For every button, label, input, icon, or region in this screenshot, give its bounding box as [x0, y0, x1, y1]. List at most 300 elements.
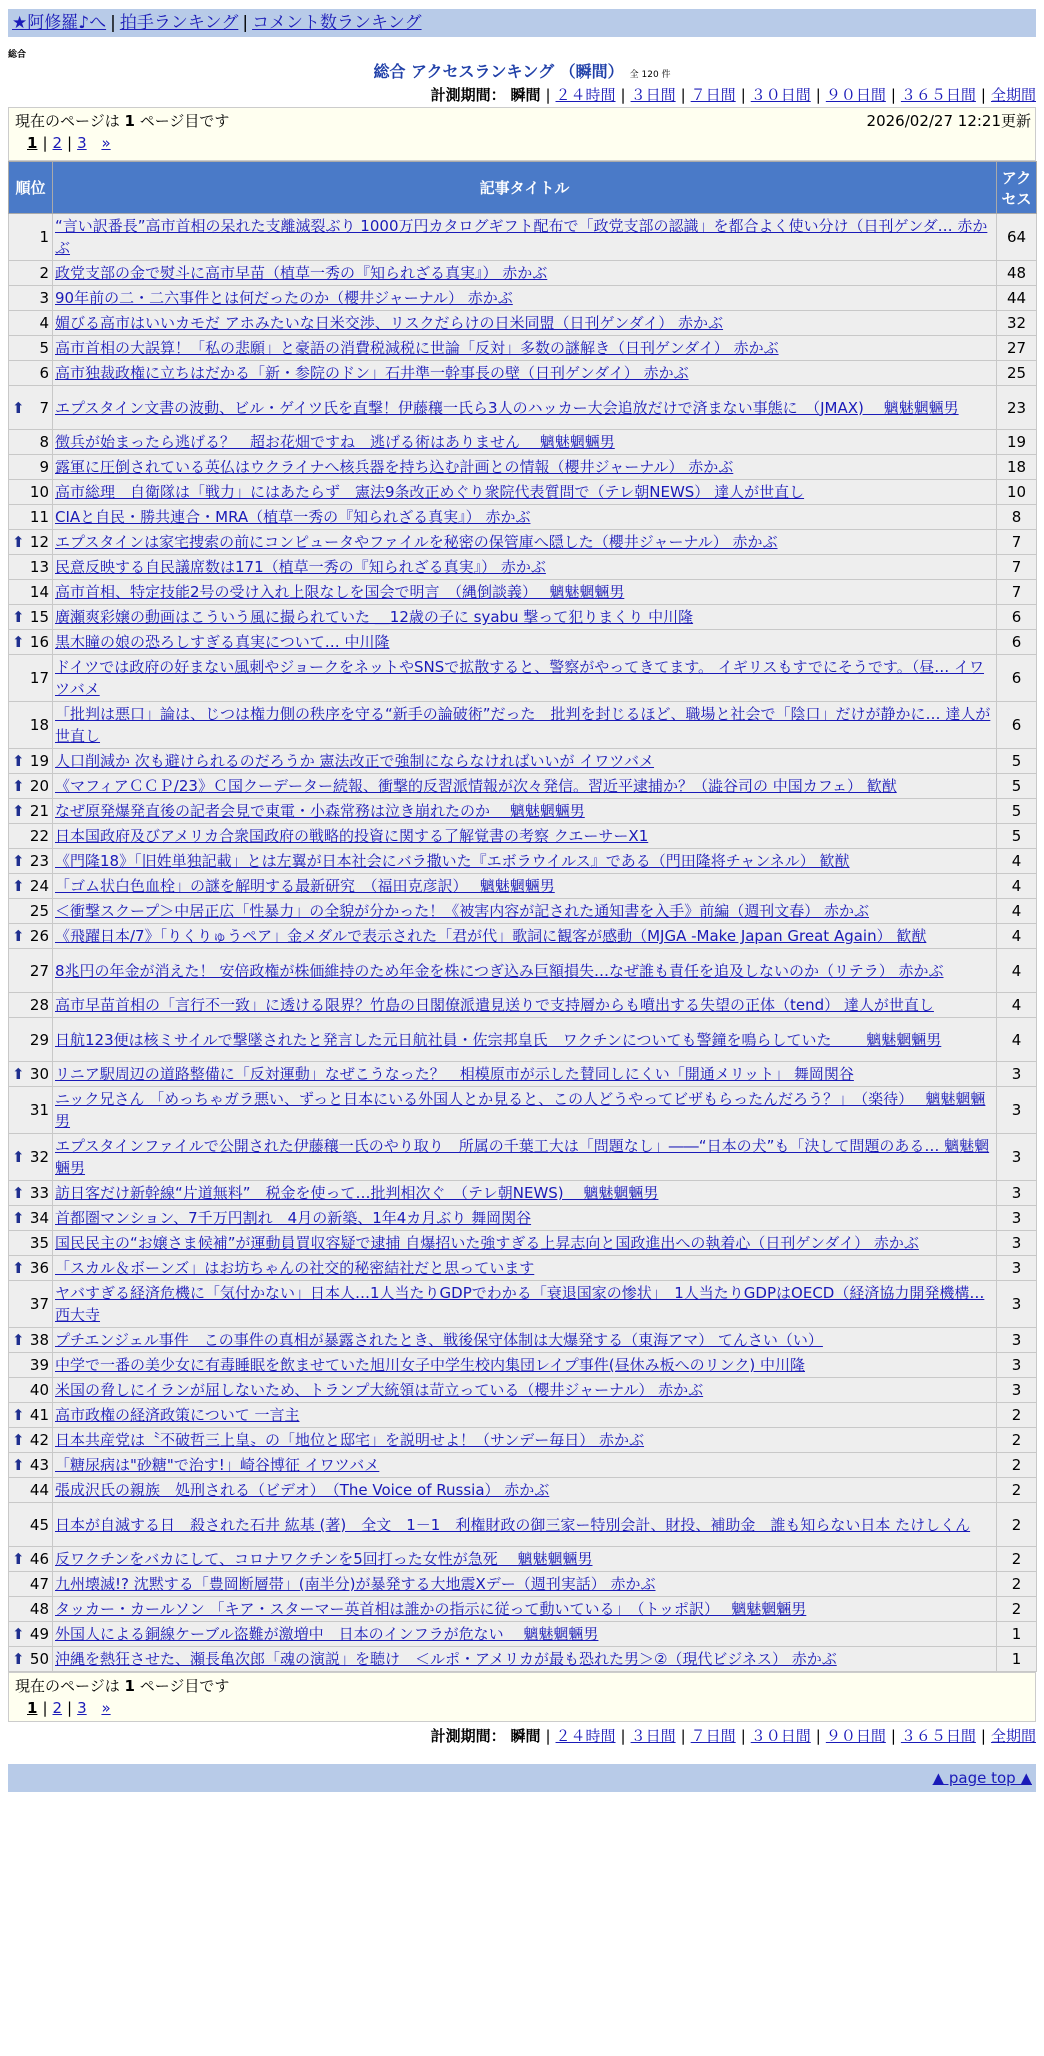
- title-cell: [53, 1087, 997, 1134]
- access-count: 3: [997, 1328, 1037, 1353]
- article-title-link[interactable]: エプスタイン文書の波動、ビル・ゲイツ氏を直撃！伊藤穰一氏ら3人のハッカー大会追放だけで済まない事態に （JMAX) 魑魅魍魎男: [55, 398, 959, 417]
- title-cell: [53, 824, 997, 849]
- article-title-link[interactable]: 「ゴム状白色血栓」の謎を解明する最新研究 （福田克彦訳） 魑魅魍魎男: [55, 877, 555, 895]
- title-cell: [53, 311, 997, 336]
- access-count: 3: [997, 1206, 1037, 1231]
- rank-number: 43: [29, 1456, 49, 1474]
- title-cell: [53, 430, 997, 455]
- rank-number: 4: [39, 314, 49, 332]
- table-row: [9, 1256, 1037, 1281]
- access-count: 1: [997, 1622, 1037, 1647]
- period-link-24h[interactable]: ２４時間: [555, 1727, 616, 1745]
- rank-number: 20: [29, 777, 49, 795]
- access-count: 4: [997, 924, 1037, 949]
- rank-number: 14: [29, 583, 49, 601]
- title-cell: [53, 1478, 997, 1503]
- access-count: 4: [997, 1018, 1037, 1062]
- nav-link-home[interactable]: ★阿修羅♪へ: [12, 13, 107, 33]
- access-count: 3: [997, 1353, 1037, 1378]
- period-selector-top: 計測期間： 瞬間 | ２４時間 | ３日間 | ７日間 | ３０日間 | ９０日間 | ３６５日間 | 全期間: [430, 86, 1036, 104]
- article-title-link[interactable]: 訪日客だけ新幹線“片道無料” 税金を使って…批判相次ぐ （テレ朝NEWS) 魑魅魍魎男: [55, 1184, 659, 1202]
- article-title-link[interactable]: 日本共産党は〝不破哲三上皇〟の「地位と邸宅」を説明せよ！（サンデー毎日） 赤かぶ: [55, 1431, 645, 1449]
- rank-up-arrow-icon: ⬆: [12, 1184, 25, 1202]
- access-count: 3: [997, 1378, 1037, 1403]
- article-title-link[interactable]: 「糖尿病は"砂糖"で治す!」崎谷博征 イワツバメ: [55, 1456, 380, 1474]
- col-count-header: アクセス: [997, 162, 1037, 214]
- article-title-link[interactable]: 《飛躍日本/7》「りくりゅうペア」金メダルで表示された「君が代」歌詞に観客が感動（MJGA -Make Japan Great Again） 歓猷: [55, 927, 927, 945]
- access-count: 3: [997, 1087, 1037, 1134]
- page: [8, 0, 1036, 1792]
- rank-cell: [9, 361, 53, 386]
- rank-number: 22: [29, 827, 49, 845]
- rank-cell: [9, 655, 53, 702]
- rank-number: 19: [29, 752, 49, 770]
- page-link-next[interactable]: »: [101, 134, 111, 152]
- title-cell: [53, 774, 997, 799]
- rank-number: 36: [29, 1259, 49, 1277]
- period-current: 瞬間: [510, 86, 541, 104]
- table-row: [9, 261, 1037, 286]
- title-cell: [53, 480, 997, 505]
- rank-cell: [9, 1328, 53, 1353]
- rank-cell: [9, 480, 53, 505]
- rank-cell: [9, 430, 53, 455]
- table-row: [9, 1572, 1037, 1597]
- article-title-link[interactable]: ドイツでは政府の好まない風刺やジョークをネットやSNSで拡散すると、警察がやってきてます。 イギリスもすでにそうです。（昼… イワツバメ: [55, 658, 985, 698]
- period-link-7d[interactable]: ７日間: [690, 1727, 736, 1745]
- title-cell: [53, 1231, 997, 1256]
- page-top-link[interactable]: ▲ page top ▲: [932, 1769, 1032, 1787]
- access-count: 4: [997, 874, 1037, 899]
- access-count: 8: [997, 505, 1037, 530]
- access-count: 4: [997, 849, 1037, 874]
- title-cell: [53, 1622, 997, 1647]
- title-cell: [53, 455, 997, 480]
- period-link-365d[interactable]: ３６５日間: [900, 1727, 976, 1745]
- rank-cell: [9, 774, 53, 799]
- rank-cell: [9, 1597, 53, 1622]
- ranking-total: 全 120 件: [629, 70, 671, 80]
- rank-cell: [9, 580, 53, 605]
- article-title-link[interactable]: エプスタインファイルで公開された伊藤穰一氏のやり取り 所属の千葉工大は「問題なし」――“日本の犬”も「決して問題のある… 魑魅魍魎男: [55, 1137, 990, 1177]
- category-tag: 総合: [8, 50, 27, 60]
- table-row: [9, 1353, 1037, 1378]
- table-row: [9, 430, 1037, 455]
- table-row: [9, 1453, 1037, 1478]
- rank-cell: [9, 505, 53, 530]
- rank-cell: [9, 386, 53, 430]
- article-title-link[interactable]: 高市首相、特定技能2号の受け入れ上限なしを国会で明言 （縄倒談義） 魑魅魍魎男: [55, 583, 625, 601]
- rank-cell: [9, 1281, 53, 1328]
- title-cell: [53, 799, 997, 824]
- rank-number: 3: [39, 289, 49, 307]
- table-row: [9, 1647, 1037, 1672]
- access-count: 6: [997, 605, 1037, 630]
- period-link-all[interactable]: 全期間: [990, 86, 1036, 104]
- article-title-link[interactable]: 外国人による銅線ケーブル盗難が激増中 日本のインフラが危ない 魑魅魍魎男: [55, 1625, 599, 1643]
- article-title-link[interactable]: “言い訳番長”高市首相の呆れた支離滅裂ぶり 1000万円カタログギフト配布で「政党支部の認識」を都合よく使い分け（日刊ゲンダ… 赤かぶ: [55, 217, 988, 257]
- rank-cell: [9, 1134, 53, 1181]
- table-row: [9, 455, 1037, 480]
- article-title-link[interactable]: 高市早苗首相の「言行不一致」に透ける限界？竹島の日閣僚派遣見送りで支持層からも噴出する失望の正体（tend） 達人が世直し: [55, 996, 934, 1014]
- rank-cell: [9, 1256, 53, 1281]
- ranking-table: [8, 161, 1037, 1672]
- access-count: 6: [997, 702, 1037, 749]
- table-row: [9, 1378, 1037, 1403]
- title-cell: [53, 361, 997, 386]
- nav-link-applause-ranking[interactable]: 拍手ランキング: [119, 13, 239, 33]
- rank-number: 45: [29, 1515, 49, 1534]
- rank-number: 32: [29, 1148, 49, 1166]
- period-selector-bottom: 計測期間： 瞬間 | ２４時間 | ３日間 | ７日間 | ３０日間 | ９０日間 | ３６５日間 | 全期間: [430, 1727, 1036, 1745]
- rank-up-arrow-icon: ⬆: [12, 1065, 25, 1083]
- article-title-link[interactable]: プチエンジェル事件 この事件の真相が暴露されたとき、戦後保守体制は大爆発する（東海アマ） てんさい（い）: [55, 1331, 823, 1349]
- rank-cell: [9, 702, 53, 749]
- rank-cell: [9, 799, 53, 824]
- table-row: [9, 386, 1037, 430]
- rank-cell: [9, 1181, 53, 1206]
- title-cell: [53, 530, 997, 555]
- rank-up-arrow-icon: ⬆: [12, 1406, 25, 1424]
- article-title-link[interactable]: 《マフィアＣＣＰ/23》Ｃ国クーデーター続報、衝撃的反習派情報が次々発信。習近平逮捕か？（澁谷司の 中国カフェ） 歓猷: [55, 777, 897, 795]
- title-cell: [53, 1453, 997, 1478]
- title-cell: [53, 749, 997, 774]
- access-count: 32: [997, 311, 1037, 336]
- table-row: [9, 1328, 1037, 1353]
- table-row: [9, 1503, 1037, 1547]
- access-count: 7: [997, 555, 1037, 580]
- rank-cell: [9, 949, 53, 993]
- rank-up-arrow-icon: ⬆: [12, 1209, 25, 1227]
- article-title-link[interactable]: 九州壊滅!? 沈黙する「豊岡断層帯」(南半分)が暴発する大地震Xデー（週刊実話） 赤かぶ: [55, 1575, 656, 1593]
- title-cell: [53, 1597, 997, 1622]
- col-title-header: 記事タイトル: [53, 162, 997, 214]
- table-row: [9, 336, 1037, 361]
- rank-cell: [9, 336, 53, 361]
- current-page-number: 1: [124, 112, 135, 130]
- rank-number: 6: [39, 364, 49, 382]
- access-count: 3: [997, 1256, 1037, 1281]
- article-title-link[interactable]: ヤバすぎる経済危機に「気付かない」日本人…1人当たりGDPでわかる「衰退国家の惨状」 1人当たりGDPはOECD（経済協力開発機構… 西大寺: [55, 1284, 985, 1324]
- table-row: [9, 924, 1037, 949]
- rank-up-arrow-icon: ⬆: [12, 927, 25, 945]
- article-title-link[interactable]: 高市政権の経済政策について 一言主: [55, 1406, 300, 1424]
- access-count: 7: [997, 580, 1037, 605]
- period-link-30d[interactable]: ３０日間: [750, 1727, 811, 1745]
- title-cell: [53, 899, 997, 924]
- title-cell: [53, 336, 997, 361]
- access-count: 64: [997, 214, 1037, 261]
- table-row: [9, 555, 1037, 580]
- period-link-3d[interactable]: ３日間: [630, 86, 676, 104]
- article-title-link[interactable]: 中学で一番の美少女に有毒睡眠を飲ませていた旭川女子中学生校内集団レイプ事件(昼休み板へのリンク) 中川隆: [55, 1356, 805, 1374]
- table-row: [9, 874, 1037, 899]
- table-header-row: [9, 162, 1037, 214]
- access-count: 44: [997, 286, 1037, 311]
- pager-top: [8, 107, 1036, 161]
- pagination: 1 | 2 | 3 »: [27, 134, 111, 152]
- title-cell: [53, 849, 997, 874]
- title-cell: [53, 1403, 997, 1428]
- rank-number: 5: [39, 339, 49, 357]
- article-title-link[interactable]: リニア駅周辺の道路整備に「反対運動」なぜこうなった？ 相模原市が示した賛同しにくい「開通メリット」 舞岡関谷: [55, 1065, 854, 1083]
- article-title-link[interactable]: 「スカル＆ボーンズ」はお坊ちゃんの社交的秘密結社だと思っています: [55, 1259, 535, 1277]
- table-row: [9, 702, 1037, 749]
- rank-up-arrow-icon: ⬆: [12, 1550, 25, 1568]
- rank-cell: [9, 214, 53, 261]
- rank-up-arrow-icon: ⬆: [12, 752, 25, 770]
- article-title-link[interactable]: ＜衝撃スクープ＞中居正広「性暴力」の全貌が分かった！《被害内容が記された通知書を入手》前編（週刊文春） 赤かぶ: [55, 902, 870, 920]
- rank-number: 48: [29, 1600, 49, 1618]
- rank-up-arrow-icon: ⬆: [12, 852, 25, 870]
- access-count: 25: [997, 361, 1037, 386]
- rank-number: 8: [39, 433, 49, 451]
- article-title-link[interactable]: 高市首相の大誤算！「私の悲願」と豪語の消費税減税に世論「反対」多数の謎解き（日刊ゲンダイ） 赤かぶ: [55, 339, 779, 357]
- rank-number: 38: [29, 1331, 49, 1349]
- article-title-link[interactable]: 沖縄を熱狂させた、瀬長亀次郎「魂の演説」を聴け ＜ルポ・アメリカが最も恐れた男＞②（現代ビジネス） 赤かぶ: [55, 1650, 837, 1668]
- access-count: 1: [997, 1647, 1037, 1672]
- title-cell: [53, 1378, 997, 1403]
- access-count: 10: [997, 480, 1037, 505]
- title-cell: [53, 386, 997, 430]
- rank-cell: [9, 924, 53, 949]
- rank-up-arrow-icon: ⬆: [12, 533, 25, 551]
- rank-number: 30: [29, 1065, 49, 1083]
- article-title-link[interactable]: 日本国政府及びアメリカ合衆国政府の戦略的投資に関する了解覚書の考察 クエーサーX1: [55, 827, 649, 845]
- table-row: [9, 1281, 1037, 1328]
- rank-up-arrow-icon: ⬆: [12, 633, 25, 651]
- table-row: [9, 1597, 1037, 1622]
- rank-cell: [9, 1378, 53, 1403]
- title-cell: [53, 874, 997, 899]
- title-cell: [53, 655, 997, 702]
- table-row: [9, 1231, 1037, 1256]
- access-count: 5: [997, 824, 1037, 849]
- rank-number: 41: [29, 1406, 49, 1424]
- access-count: 18: [997, 455, 1037, 480]
- article-title-link[interactable]: タッカー・カールソン 「キア・スターマー英首相は誰かの指示に従って動いている」 （トッポ訳） 魑魅魍魎男: [55, 1600, 807, 1618]
- access-count: 2: [997, 1572, 1037, 1597]
- rank-number: 27: [29, 961, 49, 980]
- pagination-bottom: 1 | 2 | 3 »: [27, 1699, 111, 1717]
- title-cell: [53, 1018, 997, 1062]
- rank-up-arrow-icon: ⬆: [12, 777, 25, 795]
- article-title-link[interactable]: 媚びる高市はいいカモだ アホみたいな日米交渉、リスクだらけの日米同盟（日刊ゲンダイ） 赤かぶ: [55, 314, 724, 332]
- rank-cell: [9, 311, 53, 336]
- table-row: [9, 949, 1037, 993]
- article-title-link[interactable]: 90年前の二・二六事件とは何だったのか（櫻井ジャーナル） 赤かぶ: [55, 289, 513, 307]
- access-count: 2: [997, 1597, 1037, 1622]
- rank-cell: [9, 1503, 53, 1547]
- updated-timestamp: 2026/02/27 12:21更新: [866, 112, 1031, 130]
- table-row: [9, 824, 1037, 849]
- table-row: [9, 1547, 1037, 1572]
- access-count: 5: [997, 799, 1037, 824]
- title-cell: [53, 580, 997, 605]
- article-title-link[interactable]: CIAと自民・勝共連合・MRA（植草一秀の『知られざる真実』） 赤かぶ: [55, 508, 531, 526]
- rank-cell: [9, 1231, 53, 1256]
- table-row: [9, 530, 1037, 555]
- table-row: [9, 1087, 1037, 1134]
- article-title-link[interactable]: 徴兵が始まったら逃げる？ 超お花畑ですね 逃げる術はありません 魑魅魍魎男: [55, 433, 615, 451]
- article-title-link[interactable]: 高市総理 自衛隊は「戦力」にはあたらず 憲法9条改正めぐり衆院代表質問で（テレ朝NEWS） 達人が世直し: [55, 483, 805, 501]
- rank-number: 31: [29, 1101, 49, 1119]
- title-cell: [53, 1647, 997, 1672]
- table-row: [9, 286, 1037, 311]
- rank-up-arrow-icon: ⬆: [12, 1431, 25, 1449]
- rank-number: 12: [29, 533, 49, 551]
- rank-number: 35: [29, 1234, 49, 1252]
- article-title-link[interactable]: 民意反映する自民議席数は171（植草一秀の『知られざる真実』） 赤かぶ: [55, 558, 546, 576]
- period-link-365d[interactable]: ３６５日間: [900, 86, 976, 104]
- rank-number: 44: [29, 1481, 49, 1499]
- rank-cell: [9, 555, 53, 580]
- rank-number: 2: [39, 264, 49, 282]
- rank-cell: [9, 1353, 53, 1378]
- table-row: [9, 1478, 1037, 1503]
- article-title-link[interactable]: 人口削減か 次も避けられるのだろうか 憲法改正で強制にならなければいいが イワツバメ: [55, 752, 655, 770]
- period-link-90d[interactable]: ９０日間: [825, 86, 886, 104]
- table-row: [9, 605, 1037, 630]
- title-cell: [53, 261, 997, 286]
- rank-cell: [9, 899, 53, 924]
- rank-cell: [9, 1018, 53, 1062]
- rank-number: 17: [29, 669, 49, 687]
- access-count: 6: [997, 655, 1037, 702]
- article-title-link[interactable]: 国民民主の“お嬢さま候補”が運動員買収容疑で逮捕 自爆招いた強すぎる上昇志向と国政進出への執着心（日刊ゲンダイ） 赤かぶ: [55, 1234, 919, 1252]
- access-count: 2: [997, 1453, 1037, 1478]
- page-link-3[interactable]: 3: [77, 134, 87, 152]
- rank-number: 24: [29, 877, 49, 895]
- article-title-link[interactable]: 露軍に圧倒されている英仏はウクライナへ核兵器を持ち込む計画との情報（櫻井ジャーナル） 赤かぶ: [55, 458, 734, 476]
- article-title-link[interactable]: エプスタインは家宅捜索の前にコンピュータやファイルを秘密の保管庫へ隠した（櫻井ジャーナル） 赤かぶ: [55, 533, 778, 551]
- article-title-link[interactable]: 張成沢氏の親族 処刑される（ビデオ） （The Voice of Russia） 赤かぶ: [55, 1481, 550, 1499]
- title-cell: [53, 1281, 997, 1328]
- article-title-link[interactable]: 日本が自滅する日 殺された石井 紘基 (著) 全文 1－1 利権財政の御三家ー特別会計、財投、補助金 誰も知らない日本 たけしくん: [55, 1515, 971, 1534]
- title-cell: [53, 1062, 997, 1087]
- nav-link-comment-ranking[interactable]: コメント数ランキング: [252, 13, 422, 33]
- article-title-link[interactable]: 黒木瞳の娘の恐ろしすぎる真実について… 中川隆: [55, 633, 390, 651]
- title-cell: [53, 1547, 997, 1572]
- period-link-all[interactable]: 全期間: [990, 1727, 1036, 1745]
- article-title-link[interactable]: 反ワクチンをバカにして、コロナワクチンを5回打った女性が急死 魑魅魍魎男: [55, 1550, 593, 1568]
- article-title-link[interactable]: 「批判は悪口」論は、じつは権力側の秩序を守る“新手の論破術”だった 批判を封じるほど、職場と社会で「陰口」だけが静かに… 達人が世直し: [55, 705, 991, 745]
- article-title-link[interactable]: 廣瀬爽彩嬢の動画はこういう風に撮られていた ＿12歳の子に syabu 撃って犯りまくり 中川隆: [55, 608, 694, 626]
- rank-cell: [9, 1206, 53, 1231]
- article-title-link[interactable]: 8兆円の年金が消えた！ 安倍政権が株価維持のため年金を株につぎ込み巨額損失…なぜ誰も責任を追及しないのか（リテラ） 赤かぶ: [55, 961, 944, 980]
- access-count: 48: [997, 261, 1037, 286]
- page-1-current: 1: [27, 1699, 38, 1717]
- article-title-link[interactable]: 首都圏マンション、7千万円割れ 4月の新築、1年4カ月ぶり 舞岡関谷: [55, 1209, 532, 1227]
- rank-cell: [9, 1647, 53, 1672]
- rank-number: 10: [29, 483, 49, 501]
- page-1-current: 1: [27, 134, 38, 152]
- access-count: 2: [997, 1478, 1037, 1503]
- rank-number: 1: [39, 228, 49, 246]
- rank-cell: [9, 749, 53, 774]
- access-count: 2: [997, 1503, 1037, 1547]
- page-link-2[interactable]: 2: [52, 134, 63, 152]
- top-nav: [8, 9, 1036, 37]
- rank-cell: [9, 1453, 53, 1478]
- table-row: [9, 1181, 1037, 1206]
- rank-up-arrow-icon: ⬆: [12, 802, 25, 820]
- table-row: [9, 214, 1037, 261]
- col-rank-header: 順位: [9, 162, 53, 214]
- rank-number: 9: [39, 458, 49, 476]
- rank-cell: [9, 874, 53, 899]
- rank-number: 7: [39, 398, 49, 417]
- rank-cell: [9, 1478, 53, 1503]
- rank-cell: [9, 1403, 53, 1428]
- period-link-3d[interactable]: ３日間: [630, 1727, 676, 1745]
- rank-up-arrow-icon: ⬆: [12, 1625, 25, 1643]
- rank-cell: [9, 630, 53, 655]
- title-cell: [53, 1256, 997, 1281]
- rank-number: 29: [29, 1030, 49, 1049]
- rank-number: 34: [29, 1209, 49, 1227]
- access-count: 3: [997, 1134, 1037, 1181]
- page-link-next[interactable]: »: [101, 1699, 111, 1717]
- article-title-link[interactable]: 米国の脅しにイランが屈しないため、トランプ大統領は苛立っている（櫻井ジャーナル） 赤かぶ: [55, 1381, 704, 1399]
- access-count: 6: [997, 630, 1037, 655]
- pager-bottom: [8, 1672, 1036, 1722]
- page-info-bottom: 現在のページは 1 ページ目です: [15, 1677, 230, 1695]
- title-cell: [53, 949, 997, 993]
- access-count: 4: [997, 993, 1037, 1018]
- rank-number: 25: [29, 902, 49, 920]
- table-row: [9, 311, 1037, 336]
- rank-up-arrow-icon: ⬆: [12, 1148, 25, 1166]
- rank-up-arrow-icon: ⬆: [12, 877, 25, 895]
- page-link-3[interactable]: 3: [77, 1699, 87, 1717]
- title-cell: [53, 630, 997, 655]
- title-cell: [53, 286, 997, 311]
- period-link-24h[interactable]: ２４時間: [555, 86, 616, 104]
- title-cell: [53, 993, 997, 1018]
- access-count: 23: [997, 386, 1037, 430]
- page-link-2[interactable]: 2: [52, 1699, 63, 1717]
- period-link-90d[interactable]: ９０日間: [825, 1727, 886, 1745]
- article-title-link[interactable]: 政党支部の金で熨斗に高市早苗（植草一秀の『知られざる真実』） 赤かぶ: [55, 264, 548, 282]
- rank-up-arrow-icon: ⬆: [12, 608, 25, 626]
- table-row: [9, 505, 1037, 530]
- article-title-link[interactable]: ニック兄さん 「めっちゃガラ悪い、ずっと日本にいる外国人とか見ると、この人どうやってビザもらったんだろう？」 （楽待） 魑魅魍魎男: [55, 1090, 986, 1130]
- rank-up-arrow-icon: ⬆: [12, 1456, 25, 1474]
- table-row: [9, 361, 1037, 386]
- article-title-link[interactable]: 高市独裁政権に立ちはだかる「新・参院のドン」石井準一幹事長の壁（日刊ゲンダイ） 赤かぶ: [55, 364, 689, 382]
- article-title-link[interactable]: なぜ原発爆発直後の記者会見で東電・小森常務は泣き崩れたのか 魑魅魍魎男: [55, 802, 585, 820]
- title-cell: [53, 605, 997, 630]
- rank-cell: [9, 1087, 53, 1134]
- period-link-30d[interactable]: ３０日間: [750, 86, 811, 104]
- access-count: 5: [997, 749, 1037, 774]
- access-count: 27: [997, 336, 1037, 361]
- access-count: 4: [997, 949, 1037, 993]
- rank-cell: [9, 1062, 53, 1087]
- article-title-link[interactable]: 日航123便は核ミサイルで撃墜されたと発言した元日航社員・佐宗邦皇氏 ワクチンについても警鐘を鳴らしていた 魑魅魍魎男: [55, 1030, 942, 1049]
- table-row: [9, 849, 1037, 874]
- article-title-link[interactable]: 《門隆18》「旧姓単独記載」とは左翼が日本社会にバラ撒いた『エボラウイルス』である（門田隆将チャンネル） 歓猷: [55, 852, 850, 870]
- table-row: [9, 899, 1037, 924]
- access-count: 2: [997, 1428, 1037, 1453]
- rank-number: 16: [29, 633, 49, 651]
- title-cell: [53, 505, 997, 530]
- period-link-7d[interactable]: ７日間: [690, 86, 736, 104]
- title-cell: [53, 214, 997, 261]
- rank-cell: [9, 1622, 53, 1647]
- rank-number: 33: [29, 1184, 49, 1202]
